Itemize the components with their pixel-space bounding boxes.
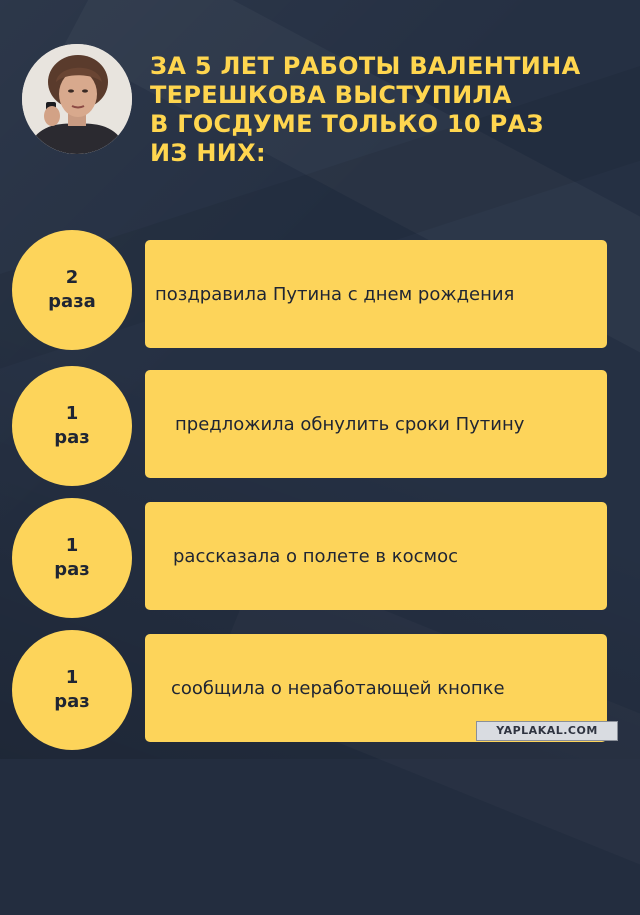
portrait-avatar bbox=[22, 44, 132, 154]
count-badge bbox=[12, 630, 132, 750]
item-card bbox=[145, 502, 607, 610]
item-text: сообщила о неработающей кнопке bbox=[171, 677, 505, 699]
count-number: 1 bbox=[65, 535, 79, 556]
list-item bbox=[12, 502, 612, 612]
item-text: поздравила Путина с днем рождения bbox=[155, 283, 515, 305]
headline-line: ЗА 5 ЛЕТ РАБОТЫ ВАЛЕНТИНА bbox=[150, 52, 581, 80]
count-badge bbox=[12, 498, 132, 618]
portrait-illustration bbox=[22, 44, 132, 154]
count-badge bbox=[12, 366, 132, 486]
list-item bbox=[12, 370, 612, 480]
watermark: YAPLAKAL.COM bbox=[476, 721, 618, 741]
headline-line: ИЗ НИХ: bbox=[150, 139, 266, 167]
item-text: предложила обнулить сроки Путину bbox=[175, 413, 525, 435]
count-number: 1 bbox=[65, 403, 79, 424]
item-text: рассказала о полете в космос bbox=[173, 545, 458, 567]
count-number: 2 bbox=[65, 267, 79, 288]
item-card bbox=[145, 240, 607, 348]
headline bbox=[150, 52, 620, 168]
count-unit: раз bbox=[54, 691, 90, 712]
count-badge bbox=[12, 230, 132, 350]
headline-line: ТЕРЕШКОВА ВЫСТУПИЛА bbox=[150, 81, 512, 109]
headline-line: В ГОСДУМЕ ТОЛЬКО 10 РАЗ bbox=[150, 110, 544, 138]
count-unit: раз bbox=[54, 427, 90, 448]
count-unit: раза bbox=[48, 291, 96, 312]
count-unit: раз bbox=[54, 559, 90, 580]
count-number: 1 bbox=[65, 667, 79, 688]
list-item bbox=[12, 240, 612, 350]
item-card bbox=[145, 370, 607, 478]
